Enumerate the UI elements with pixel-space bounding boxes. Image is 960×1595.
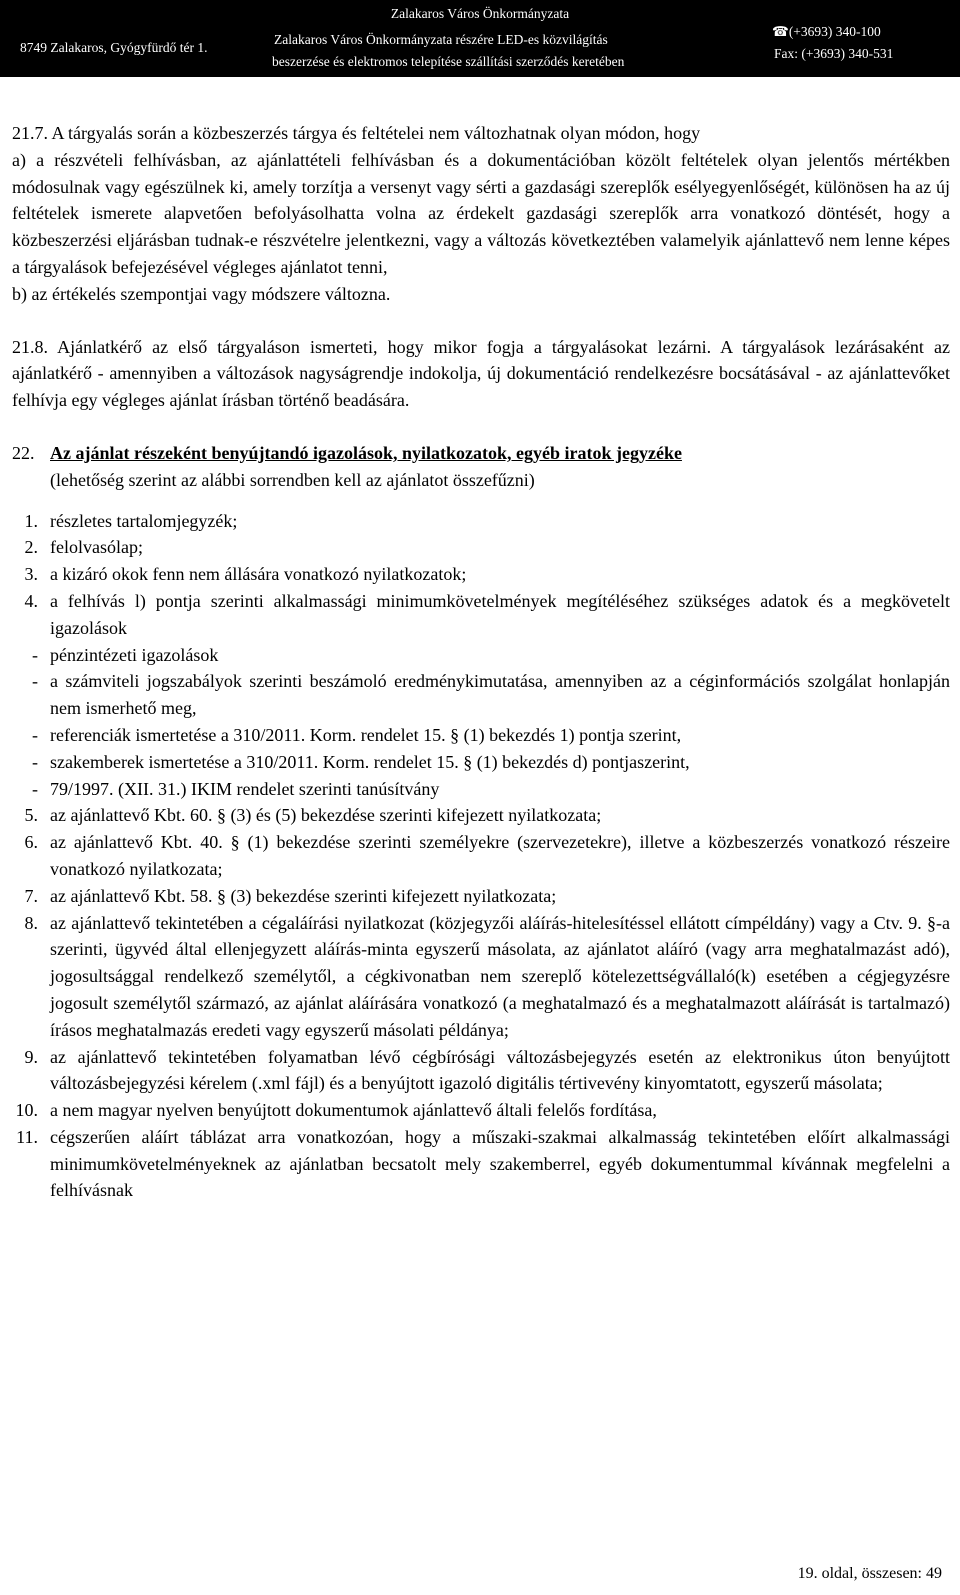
list-marker: - bbox=[32, 671, 38, 692]
list-marker: - bbox=[32, 724, 38, 745]
list-item-text: a kizáró okok fenn nem állására vonatkozó nyilatkozatok; bbox=[50, 564, 467, 585]
list-item bbox=[12, 1097, 950, 1124]
list-marker: 10. bbox=[15, 1100, 38, 1121]
list-item bbox=[12, 749, 950, 776]
document-list bbox=[12, 508, 950, 1205]
list-item bbox=[12, 802, 950, 829]
section-21-8: 21.8. Ajánlatkérő az első tárgyaláson ismerteti, hogy mikor fogja a tárgyalásokat lezárni. A tárgyalások lezárásaként az ajánlatkérő - amennyiben a változások nagyságrendje indokolja, új dokumentáció rendelkezésre bocsátásával - az ajánlattevőket felhívja egy végleges ajánlat írásban történő beadására. bbox=[12, 336, 950, 411]
list-marker: - bbox=[32, 644, 38, 665]
section-22-subtitle: (lehetőség szerint az alábbi sorrendben kell az ajánlatot összefűzni) bbox=[50, 469, 535, 490]
list-item bbox=[12, 508, 950, 535]
section-21-7-intro: 21.7. A tárgyalás során a közbeszerzés tárgya és feltételei nem változhatnak olyan módon, hogy bbox=[12, 123, 701, 143]
list-item bbox=[12, 910, 950, 1044]
list-item bbox=[12, 1044, 950, 1098]
list-marker: 4. bbox=[24, 590, 38, 611]
list-marker: - bbox=[32, 751, 38, 772]
list-item-text: pénzintézeti igazolások bbox=[50, 644, 219, 665]
list-item-text: az ajánlattevő Kbt. 40. § (1) bekezdése szerinti személyekre (szervezetekre), illetve a közbeszerzés vonatkozó részeire vonatkozó nyilatkozata; bbox=[50, 832, 950, 879]
list-item-text: cégszerűen aláírt táblázat arra vonatkozóan, hogy a műszaki-szakmai alkalmasság tekintetében előírt alkalmassági minimumkövetelményeknek az ajánlatban becsatolt mely szakemberrel, egyéb dokumentummal kívánnak megfelelni a felhívásnak bbox=[50, 1126, 950, 1201]
list-item-text: 79/1997. (XII. 31.) IKIM rendelet szerinti tanúsítvány bbox=[50, 778, 440, 799]
page-header bbox=[0, 0, 960, 77]
list-item bbox=[12, 1124, 950, 1204]
list-marker: 7. bbox=[24, 885, 38, 906]
list-item bbox=[12, 642, 950, 669]
list-marker: 9. bbox=[24, 1046, 38, 1067]
list-item bbox=[12, 722, 950, 749]
list-item bbox=[12, 668, 950, 722]
header-org: Zalakaros Város Önkormányzata bbox=[390, 6, 570, 21]
list-item-text: részletes tartalomjegyzék; bbox=[50, 510, 238, 531]
list-item-text: a számviteli jogszabályok szerinti beszámoló eredménykimutatása, amennyiben az a céginformációs szolgálat honlapján nem ismerhető meg, bbox=[50, 671, 950, 719]
section-22-number: 22. bbox=[12, 442, 35, 463]
section-22-title: Az ajánlat részeként benyújtandó igazolások, nyilatkozatok, egyéb iratok jegyzéke bbox=[50, 442, 682, 463]
section-21-7-a: a) a részvételi felhívásban, az ajánlattételi felhívásban és a dokumentációban közölt feltételek olyan jelentős mértékben módosulnak vagy egészülnek ki, amely torzítja a versenyt vagy sérti a gazdasági szereplők esélyegyenlőségét, különösen ha az új feltételek ismerete alapvetően befolyásolhatta volna az érdekelt gazdasági szereplők arra vonatkozó döntését, hogy a közbeszerzési eljárásban tudnak-e részvételre jelentkezni, vagy a változás következtében valamelyik ajánlattevő nem lenne képes a tárgyalások befejezésével végleges ajánlatot tenni, bbox=[12, 149, 950, 277]
list-item bbox=[12, 588, 950, 642]
page-number: 19. oldal, összesen: 49 bbox=[797, 1565, 942, 1582]
section-22-text bbox=[50, 440, 950, 494]
list-marker: 3. bbox=[24, 564, 38, 585]
list-item-text: az ajánlattevő tekintetében a cégaláírási nyilatkozat (közjegyzői aláírás-hitelesítéssel ellátott címpéldány) vagy a Ctv. 9. §-a szerinti, ügyvéd által ellenjegyzett aláírás-minta egyszerű másolata, az ajánlatot aláíró (vagy arra meghatalmazást adó), jogosultsággal rendelkező személytől, a cégkivonatban nem szereplő kötelezettségvállaló(k) esetében a cégjegyzésre jogosult személytől származó, az ajánlat aláírására vonatkozó (a meghatalmazó és a meghatalmazott aláírását is tartalmazó) írásos meghatalmazás eredeti vagy egyszerű másolati példánya; bbox=[50, 912, 950, 1040]
section-21-7-b: b) az értékelés szempontjai vagy módszere változna. bbox=[12, 283, 391, 304]
spacer bbox=[12, 308, 950, 334]
list-marker: 5. bbox=[24, 805, 38, 826]
list-marker: - bbox=[32, 778, 38, 799]
list-item-text: az ajánlattevő Kbt. 58. § (3) bekezdése szerinti kifejezett nyilatkozata; bbox=[50, 885, 557, 906]
list-item bbox=[12, 776, 950, 803]
header-title-line1: Zalakaros Város Önkormányzata részére LED-es közvilágítás bbox=[274, 32, 608, 47]
spacer bbox=[12, 414, 950, 440]
list-item-text: a felhívás l) pontja szerinti alkalmassági minimumkövetelmények megítéléséhez szükséges adatok és a megkövetelt igazolások bbox=[50, 590, 950, 638]
spacer bbox=[12, 494, 950, 508]
list-item-text: szakemberek ismertetése a 310/2011. Korm. rendelet 15. § (1) bekezdés d) pontjaszerint, bbox=[50, 751, 690, 772]
header-address: 8749 Zalakaros, Gyógyfürdő tér 1. bbox=[20, 40, 208, 55]
list-item-text: felolvasólap; bbox=[50, 537, 143, 558]
list-marker: 8. bbox=[24, 912, 38, 933]
list-marker: 11. bbox=[16, 1126, 38, 1147]
document-body bbox=[12, 120, 950, 1204]
list-item bbox=[12, 829, 950, 883]
list-marker: 1. bbox=[24, 510, 38, 531]
list-item-text: az ajánlattevő tekintetében folyamatban lévő cégbírósági változásbejegyzés esetén az elektronikus úton benyújtott változásbejegyzési kérelem (.xml fájl) és a benyújtott igazoló digitális tértivevény kinyomtatott, egyszerű másolata; bbox=[50, 1046, 950, 1094]
list-item bbox=[12, 883, 950, 910]
list-item-text: az ajánlattevő Kbt. 60. § (3) és (5) bekezdése szerinti kifejezett nyilatkozata; bbox=[50, 805, 602, 826]
list-item bbox=[12, 561, 950, 588]
list-marker: 2. bbox=[24, 537, 38, 558]
header-title-line2: beszerzése és elektromos telepítése szállítási szerződés keretében bbox=[272, 54, 625, 69]
header-fax: Fax: (+3693) 340-531 bbox=[774, 46, 894, 61]
list-item-text: a nem magyar nyelven benyújtott dokumentumok ajánlattevő általi felelős fordítása, bbox=[50, 1100, 657, 1121]
section-22-heading bbox=[12, 440, 950, 494]
list-item-text: referenciák ismertetése a 310/2011. Korm. rendelet 15. § (1) bekezdés 1) pontja szerint, bbox=[50, 724, 682, 745]
header-phone: ☎(+3693) 340-100 bbox=[772, 24, 881, 39]
list-marker: 6. bbox=[24, 832, 38, 853]
list-item bbox=[12, 534, 950, 561]
